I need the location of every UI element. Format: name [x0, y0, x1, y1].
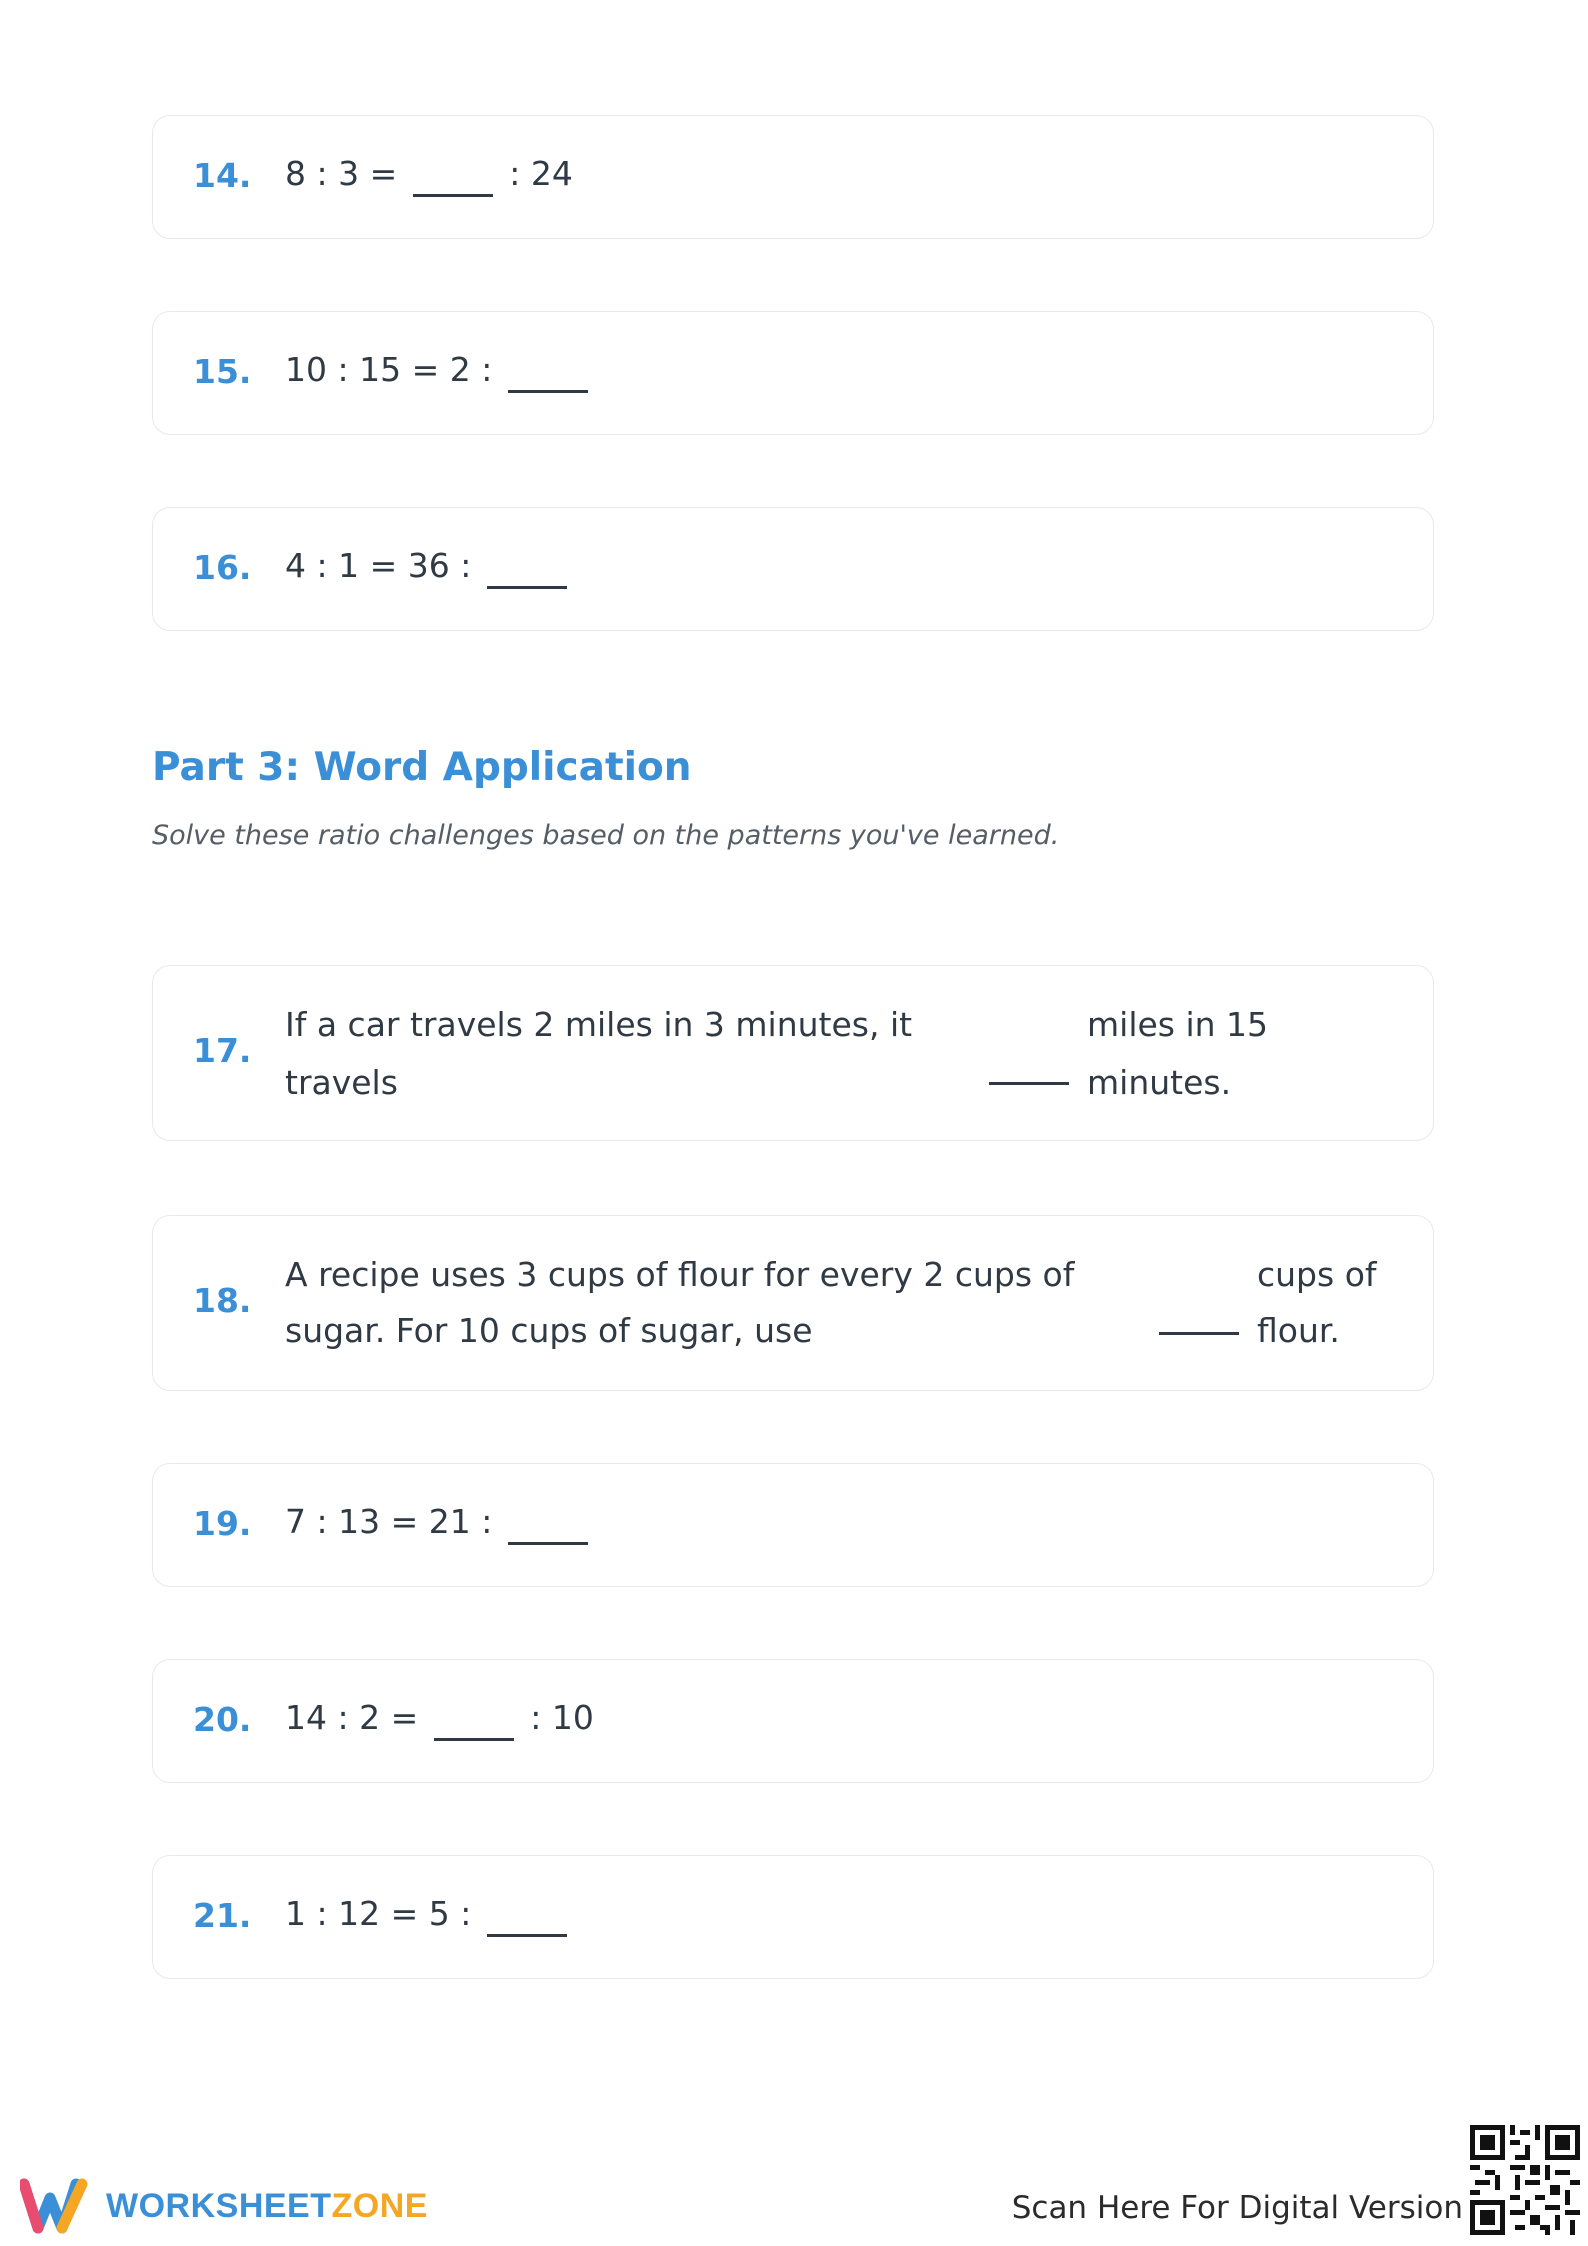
problem-expression — [285, 1698, 594, 1737]
problem-number: 18. — [193, 1281, 252, 1320]
answer-blank[interactable] — [508, 1542, 588, 1545]
problem-expression — [285, 546, 583, 585]
problem-number: 17. — [193, 1031, 252, 1070]
problem-after-line1: miles in 15 — [1087, 1005, 1269, 1044]
problem-number: 20. — [193, 1700, 252, 1739]
logo-text-part2: ZONE — [331, 2186, 428, 2225]
expression-left: 1 : 12 = 5 : — [285, 1894, 472, 1933]
logo-text — [106, 2187, 428, 2226]
expression-right: : 10 — [530, 1698, 594, 1737]
answer-blank[interactable] — [434, 1738, 514, 1741]
problem-number: 21. — [193, 1896, 252, 1935]
problem-card-19 — [152, 1463, 1434, 1587]
problem-card-20 — [152, 1659, 1434, 1783]
problem-expression — [285, 1502, 604, 1541]
logo-text-part1: WORKSHEET — [106, 2186, 332, 2225]
expression-left: 4 : 1 = 36 : — [285, 546, 472, 585]
problem-after-line2: minutes. — [1087, 1063, 1232, 1102]
answer-blank[interactable] — [487, 586, 567, 589]
problem-expression — [285, 1894, 583, 1933]
worksheetzone-logo[interactable] — [20, 2178, 428, 2234]
answer-blank[interactable] — [413, 194, 493, 197]
problem-card-14 — [152, 115, 1434, 239]
problem-number: 14. — [193, 156, 252, 195]
problem-number: 15. — [193, 352, 252, 391]
problem-text-line1: If a car travels 2 miles in 3 minutes, it — [285, 1005, 913, 1044]
expression-right: : 24 — [509, 154, 573, 193]
expression-left: 8 : 3 = — [285, 154, 398, 193]
problem-card-21 — [152, 1855, 1434, 1979]
problem-card-15 — [152, 311, 1434, 435]
expression-left: 14 : 2 = — [285, 1698, 419, 1737]
answer-blank[interactable] — [989, 1082, 1069, 1085]
expression-left: 10 : 15 = 2 : — [285, 350, 493, 389]
problem-after-line2: flour. — [1257, 1311, 1340, 1350]
section-title: Part 3: Word Application — [152, 745, 692, 790]
answer-blank[interactable] — [487, 1934, 567, 1937]
problem-text-line2: sugar. For 10 cups of sugar, use — [285, 1311, 813, 1350]
problem-text-line1: A recipe uses 3 cups of flour for every 2 cups of — [285, 1255, 1075, 1294]
problem-after-line1: cups of — [1257, 1255, 1377, 1294]
expression-left: 7 : 13 = 21 : — [285, 1502, 493, 1541]
worksheetzone-logo-icon — [20, 2178, 92, 2234]
section-subtitle: Solve these ratio challenges based on the patterns you've learned. — [152, 820, 1060, 851]
problem-card-18 — [152, 1215, 1434, 1391]
scan-here-text: Scan Here For Digital Version — [1011, 2190, 1463, 2226]
problem-expression — [285, 154, 573, 193]
qr-code-icon[interactable] — [1470, 2125, 1580, 2235]
problem-expression — [285, 350, 604, 389]
problem-number: 19. — [193, 1504, 252, 1543]
problem-text-line2: travels — [285, 1063, 398, 1102]
problem-number: 16. — [193, 548, 252, 587]
answer-blank[interactable] — [1159, 1332, 1239, 1335]
answer-blank[interactable] — [508, 390, 588, 393]
problem-card-17 — [152, 965, 1434, 1141]
problem-card-16 — [152, 507, 1434, 631]
